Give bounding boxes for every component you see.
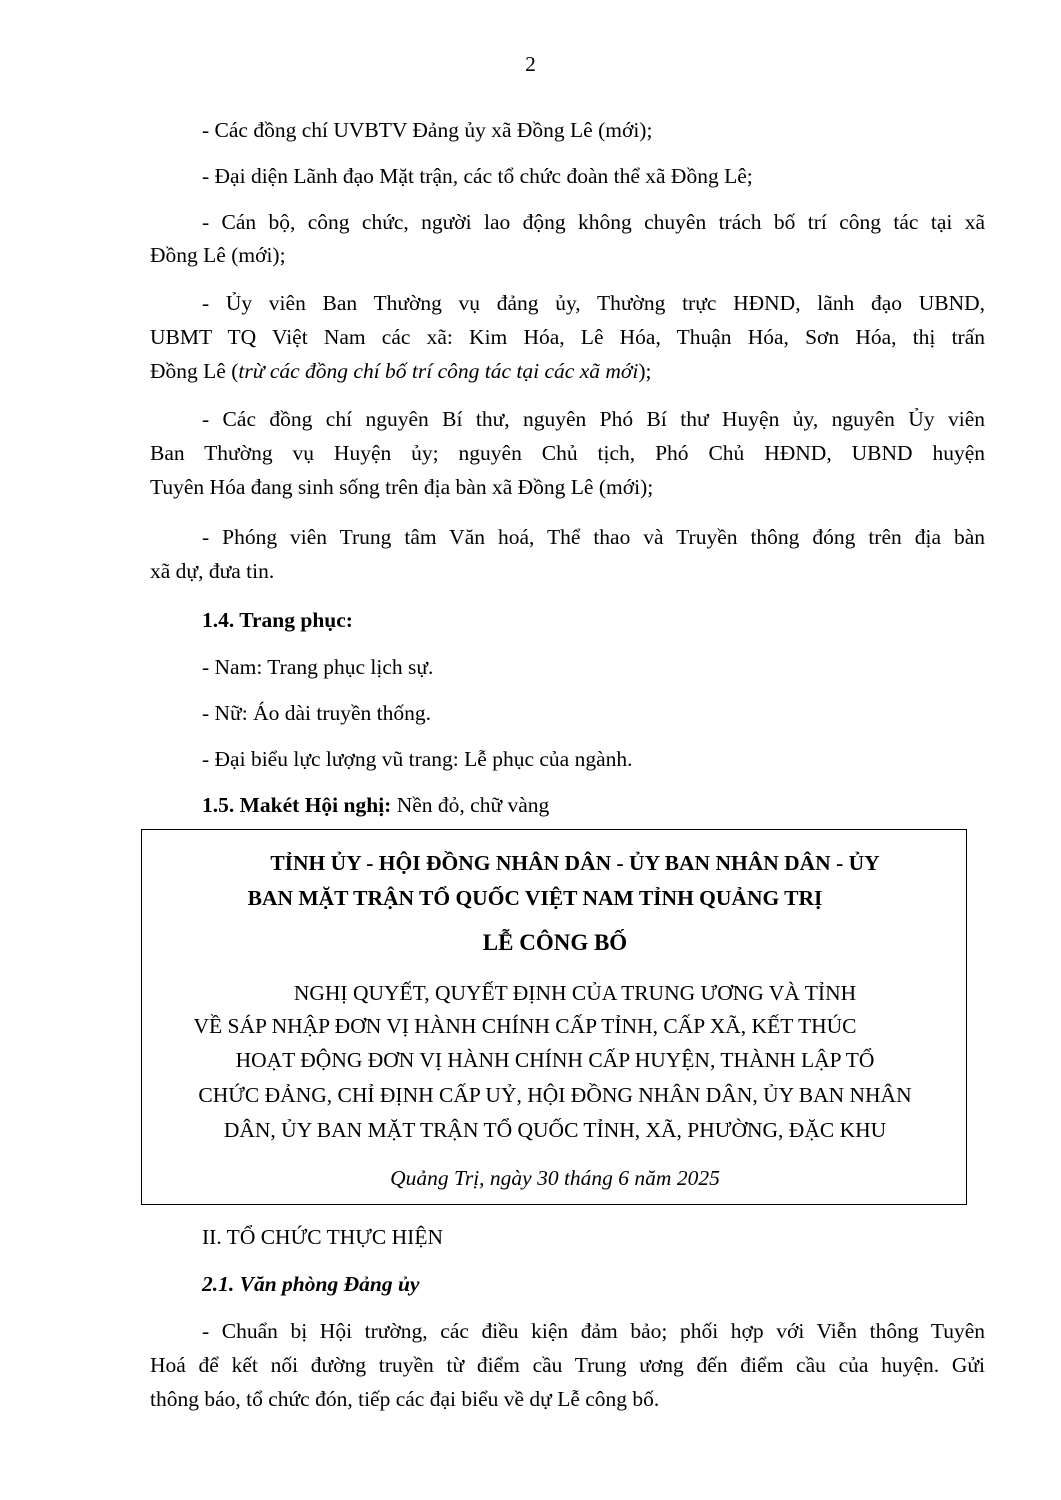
italic-note: trừ các đồng chí bố trí công tác tại các xã mới — [238, 359, 639, 383]
paragraph-line: Ban Thường vụ Huyện ủy; nguyên Chủ tịch, Phó Chủ HĐND, UBND huyện — [150, 441, 985, 465]
maket-body-line: CHỨC ĐẢNG, CHỈ ĐỊNH CẤP UỶ, HỘI ĐỒNG NHÂN DÂN, ỦY BAN NHÂN — [198, 1083, 912, 1107]
paragraph-line: - Ủy viên Ban Thường vụ đảng ủy, Thường trực HĐND, lãnh đạo UBND, — [202, 291, 985, 315]
paragraph-line: Đồng Lê (mới); — [150, 243, 286, 267]
maket-title: LỄ CÔNG BỐ — [482, 930, 628, 955]
maket-org-line: TỈNH ỦY - HỘI ĐỒNG NHÂN DÂN - ỦY BAN NHÂN DÂN - ỦY — [270, 851, 880, 875]
page-number: 2 — [525, 52, 536, 76]
paragraph-line: - Cán bộ, công chức, người lao động không chuyên trách bố trí công tác tại xã — [202, 210, 985, 234]
dress-item — [150, 748, 985, 790]
dress-item — [150, 702, 985, 744]
paragraph-line: - Đại biểu lực lượng vũ trang: Lễ phục của ngành. — [202, 747, 633, 771]
paragraph-line: - Các đồng chí nguyên Bí thư, nguyên Phó Bí thư Huyện ủy, nguyên Ủy viên — [202, 407, 985, 431]
attendee-item — [150, 292, 985, 402]
paragraph-line: UBMT TQ Việt Nam các xã: Kim Hóa, Lê Hóa, Thuận Hóa, Sơn Hóa, thị trấn — [150, 325, 985, 349]
sub-heading — [150, 1273, 985, 1315]
task-paragraph — [150, 1320, 985, 1430]
maket-box — [141, 829, 967, 1205]
maket-org-line: BAN MẶT TRẬN TỔ QUỐC VIỆT NAM TỈNH QUẢNG TRỊ — [247, 886, 823, 910]
paragraph-line: xã dự, đưa tin. — [150, 559, 275, 583]
paragraph-line — [150, 360, 985, 402]
heading-text: II. TỔ CHỨC THỰC HIỆN — [202, 1225, 443, 1249]
paragraph-line: Tuyên Hóa đang sinh sống trên địa bàn xã Đồng Lê (mới); — [150, 475, 654, 499]
attendee-item — [150, 408, 985, 518]
paragraph-line: - Đại diện Lãnh đạo Mặt trận, các tổ chức đoàn thể xã Đồng Lê; — [202, 164, 753, 188]
heading-text: 1.4. Trang phục: — [202, 608, 353, 632]
maket-date: Quảng Trị, ngày 30 tháng 6 năm 2025 — [390, 1166, 720, 1190]
section-heading — [150, 609, 985, 651]
dress-item — [150, 656, 985, 698]
heading-description: Nền đỏ, chữ vàng — [391, 793, 550, 817]
maket-body-line: HOẠT ĐỘNG ĐƠN VỊ HÀNH CHÍNH CẤP HUYỆN, THÀNH LẬP TỔ — [235, 1048, 875, 1072]
paragraph-line: - Nữ: Áo dài truyền thống. — [202, 701, 432, 725]
attendee-item — [150, 526, 985, 602]
paragraph-line: - Chuẩn bị Hội trường, các điều kiện đảm bảo; phối hợp với Viễn thông Tuyên — [202, 1319, 985, 1343]
paragraph-line: - Các đồng chí UVBTV Đảng ủy xã Đồng Lê (mới); — [202, 118, 653, 142]
attendee-item — [150, 165, 985, 207]
maket-body-line: DÂN, ỦY BAN MẶT TRẬN TỔ QUỐC TỈNH, XÃ, PHƯỜNG, ĐẶC KHU — [223, 1118, 887, 1142]
paragraph-line: - Nam: Trang phục lịch sự. — [202, 655, 434, 679]
maket-body-line: VỀ SÁP NHẬP ĐƠN VỊ HÀNH CHÍNH CẤP TỈNH, CẤP XÃ, KẾT THÚC — [193, 1014, 857, 1038]
paragraph-line: - Phóng viên Trung tâm Văn hoá, Thể thao và Truyền thông đóng trên địa bàn — [202, 525, 985, 549]
text-span: Đồng Lê ( — [150, 359, 239, 383]
paragraph-line: thông báo, tổ chức đón, tiếp các đại biểu về dự Lễ công bố. — [150, 1387, 660, 1411]
section-heading — [150, 1226, 985, 1268]
paragraph-line: Hoá để kết nối đường truyền từ điểm cầu Trung ương đến điểm cầu của huyện. Gửi — [150, 1353, 985, 1377]
heading-text: 2.1. Văn phòng Đảng ủy — [202, 1272, 420, 1296]
text-span: ); — [638, 359, 652, 383]
attendee-item — [150, 211, 985, 286]
maket-body-line: NGHỊ QUYẾT, QUYẾT ĐỊNH CỦA TRUNG ƯƠNG VÀ TỈNH — [293, 981, 857, 1005]
attendee-item — [150, 119, 985, 161]
heading-text: 1.5. Makét Hội nghị: — [202, 793, 392, 817]
